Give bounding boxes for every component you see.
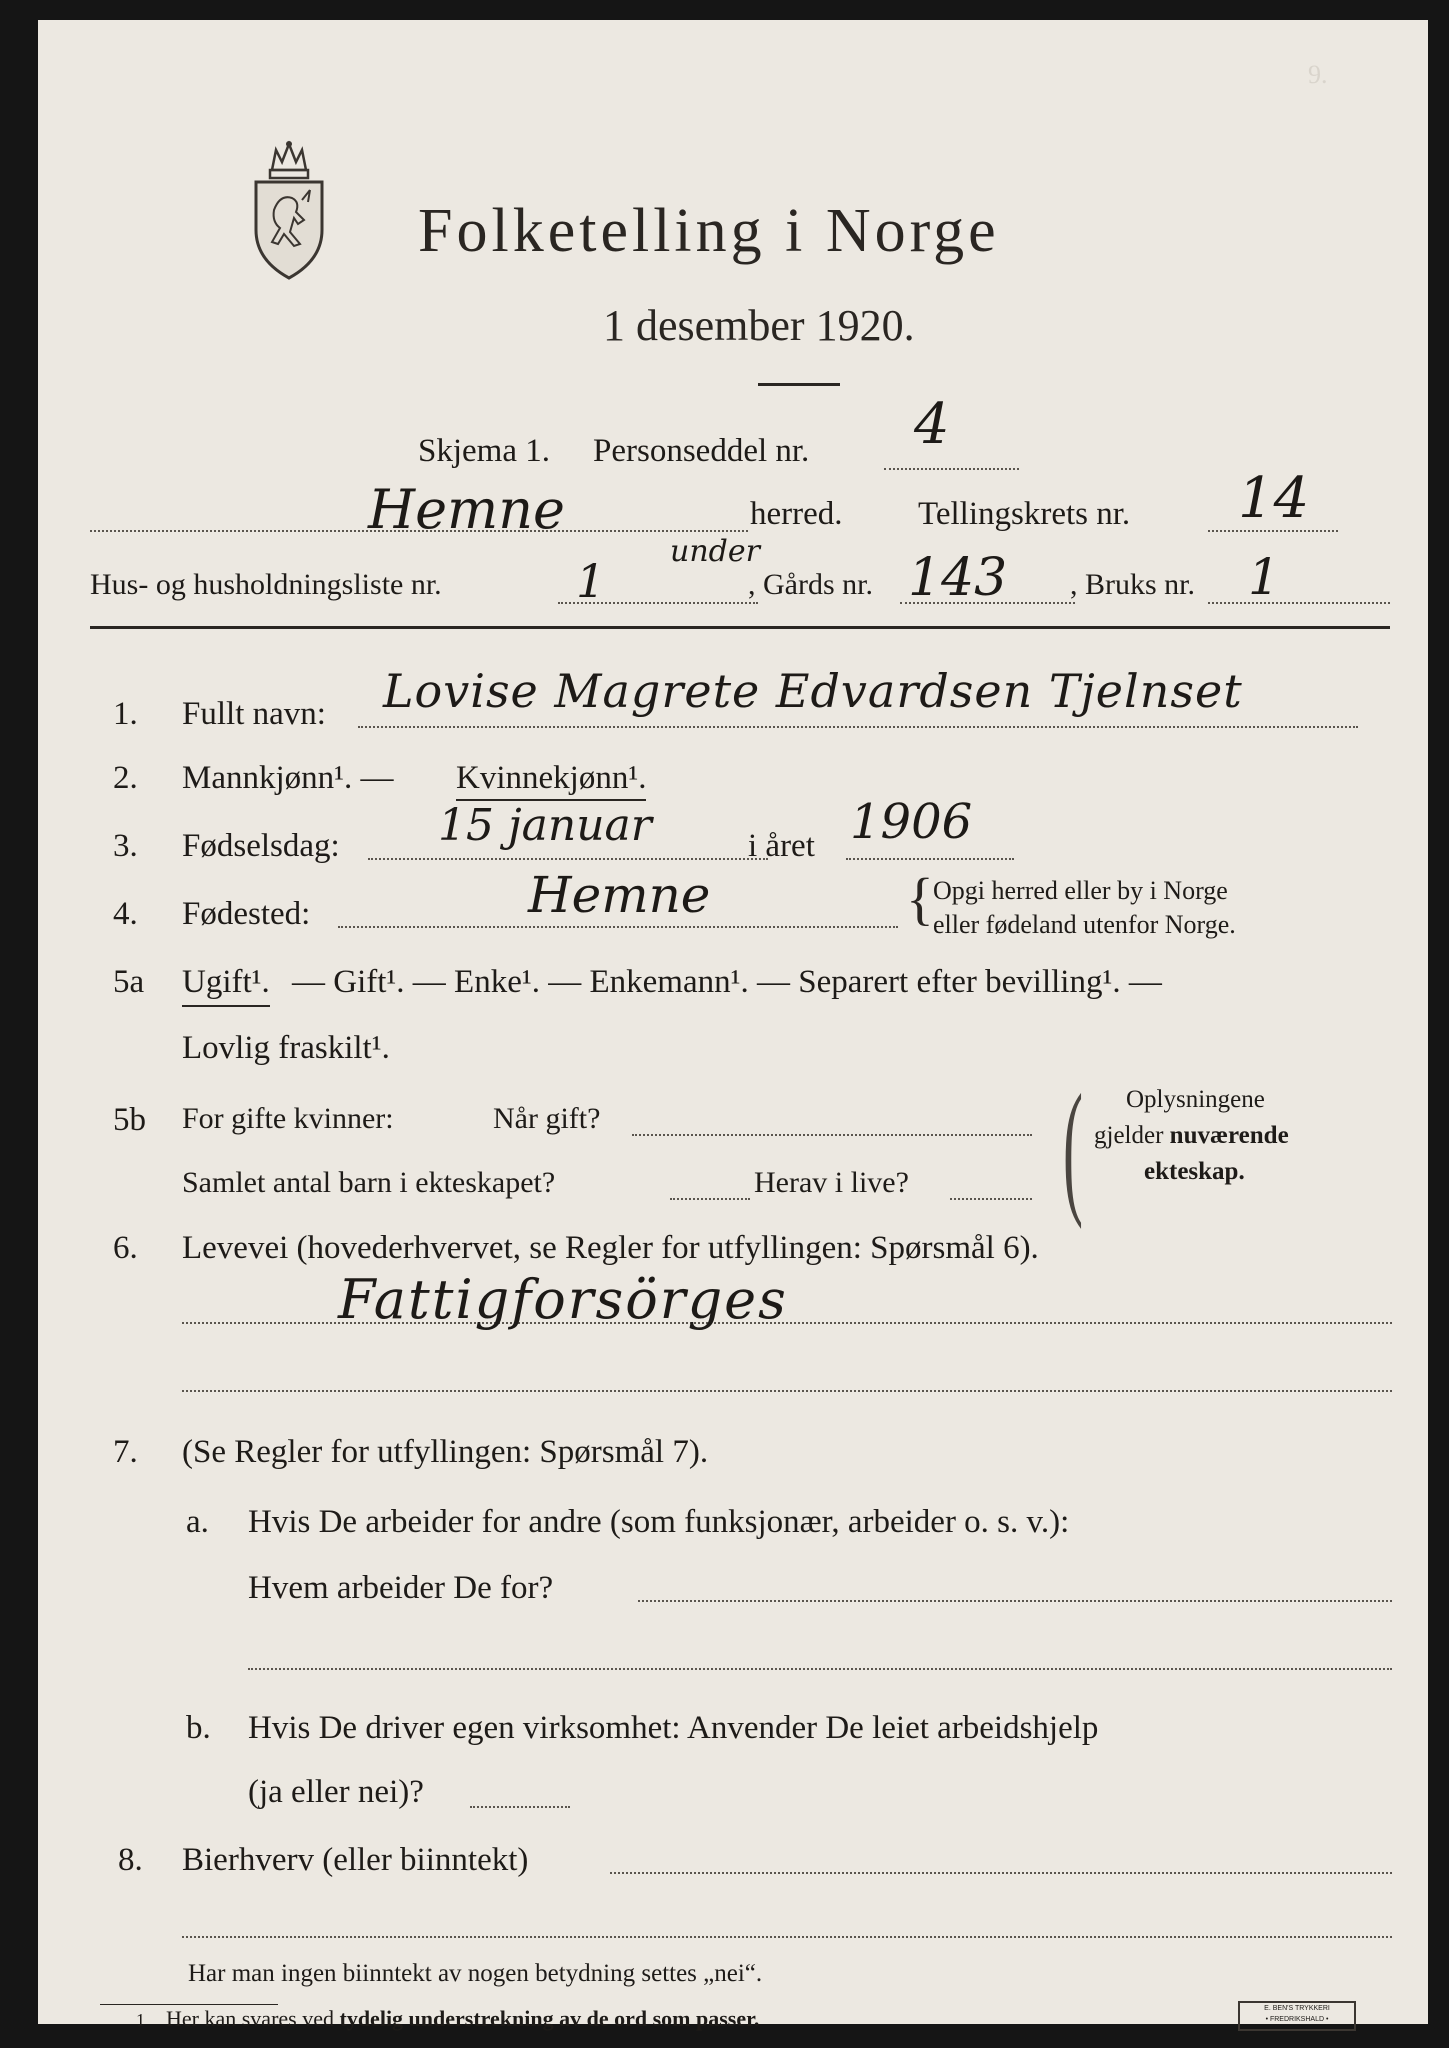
q2-number: 2. [113,760,138,796]
q2-female-option-underlined: Kvinnekjønn¹. [456,760,646,801]
q6-label: Levevei (hovederhvervet, se Regler for utfyllingen: Spørsmål 6). [182,1230,1039,1266]
q3-year-line [846,858,1014,860]
q5b-note-gjelder: gjelder [1094,1122,1170,1149]
q5b-note-line1: Oplysningene [1126,1086,1265,1113]
gards-label: , Gårds nr. [748,568,873,601]
q6-line2 [182,1390,1392,1392]
footnote-rule [100,2004,278,2005]
q5b-barn-label: Samlet antal barn i ekteskapet? [182,1166,556,1199]
q3-date-line [368,858,768,860]
herred-value: Hemne [368,478,565,541]
q5b-live-line [950,1198,1032,1200]
q7-label: (Se Regler for utfyllingen: Spørsmål 7). [182,1434,709,1470]
q8-note: Har man ingen biinntekt av nogen betydning settes „nei“. [188,1960,763,1987]
title-divider [758,383,840,386]
skjema-label: Skjema 1. [418,433,550,469]
q5b-brace: ( [1062,1064,1083,1230]
q5b-barn-line [670,1198,750,1200]
under-note: under [670,534,760,569]
q5a-number: 5a [113,964,145,1000]
q5b-note-bold: nuværende [1169,1122,1289,1149]
footnote-mark: 1 [136,2010,145,2030]
personseddel-line [884,468,1019,470]
q8-number: 8. [118,1842,143,1878]
q4-line [338,926,898,928]
husholdningsliste-label: Hus- og husholdningsliste nr. [90,568,442,601]
personseddel-label: Personseddel nr. [593,433,810,469]
bruks-line [1208,602,1390,604]
tellingskrets-value: 14 [1238,466,1310,531]
q4-brace: { [906,866,934,931]
census-form-page [38,20,1428,2031]
herred-label: herred. [750,496,843,532]
personseddel-value: 4 [914,392,950,457]
q1-full-name-value: Lovise Magrete Edvardsen Tjelnset [383,664,1243,718]
q5b-note-line3: ekteskap. [1144,1158,1245,1185]
q7a-line2: Hvem arbeider De for? [248,1570,554,1606]
header-separator [90,626,1390,629]
q7a-answer-line1 [638,1600,1392,1602]
q4-label: Fødested: [182,896,311,932]
norwegian-coat-of-arms-icon [250,140,328,280]
q8-label: Bierhverv (eller biinntekt) [182,1842,529,1878]
q7b-line1: Hvis De driver egen virksomhet: Anvender De leiet arbeidshjelp [248,1710,1099,1746]
q1-line [358,726,1358,728]
q3-label: Fødselsdag: [182,828,340,864]
printer-stamp [1238,2001,1356,2031]
q4-birthplace-value: Hemne [528,866,711,924]
q2-male-option: Mannkjønn¹. — [182,760,394,796]
q4-note-line2: eller fødeland utenfor Norge. [933,910,1236,939]
husholdningsliste-value: 1 [576,554,606,608]
q8-answer-line2 [182,1936,1392,1938]
footnote-text [166,2006,759,2032]
q3-number: 3. [113,828,138,864]
form-title: Folketelling i Norge [418,197,1000,265]
q5a-options: — Gift¹. — Enke¹. — Enkemann¹. — Separert efter bevilling¹. — [292,964,1162,1000]
q7b-line2: (ja eller nei)? [248,1774,424,1810]
q4-note-line1: Opgi herred eller by i Norge [933,876,1228,905]
printer-stamp-line1: E. BEN'S TRYKKERI [1264,2005,1330,2012]
q8-answer-line1 [610,1872,1392,1874]
gards-value: 143 [908,548,1008,608]
footnote-plain: Her kan svares ved [166,2006,340,2031]
q4-number: 4. [113,896,138,932]
q5b-live-label: Herav i live? [754,1166,909,1199]
q7a-letter: a. [186,1504,209,1540]
q5b-note-line2 [1094,1122,1289,1150]
q5b-number: 5b [113,1102,146,1138]
q3-year-value: 1906 [850,794,973,850]
q5a-line2: Lovlig fraskilt¹. [182,1030,390,1066]
printer-stamp-line2: • FREDRIKSHALD • [1265,2016,1329,2023]
q3-date-value: 15 januar [438,800,652,851]
census-date: 1 desember 1920. [603,301,915,350]
q5b-naar-gift-label: Når gift? [493,1102,601,1135]
q3-year-label: i året [748,828,815,864]
q5b-label: For gifte kvinner: [182,1102,394,1135]
bruks-label: , Bruks nr. [1070,568,1196,601]
q6-occupation-value: Fattigforsörges [338,1268,788,1331]
q7b-answer-line [470,1806,570,1808]
q7b-letter: b. [186,1710,211,1746]
q5b-naar-gift-line [632,1134,1032,1136]
q1-number: 1. [113,696,138,732]
bleed-through-text: 9. [1308,60,1328,89]
tellingskrets-label: Tellingskrets nr. [918,496,1131,532]
q6-number: 6. [113,1230,138,1266]
q7a-line1: Hvis De arbeider for andre (som funksjonær, arbeider o. s. v.): [248,1504,1070,1540]
q5a-ugift-underlined: Ugift¹. [182,964,270,1007]
q1-label: Fullt navn: [182,696,326,732]
footnote-bold: tydelig understrekning av de ord som passer. [339,2006,760,2031]
bruks-value: 1 [1248,548,1280,606]
q7a-answer-line2 [248,1668,1392,1670]
q7-number: 7. [113,1434,138,1470]
